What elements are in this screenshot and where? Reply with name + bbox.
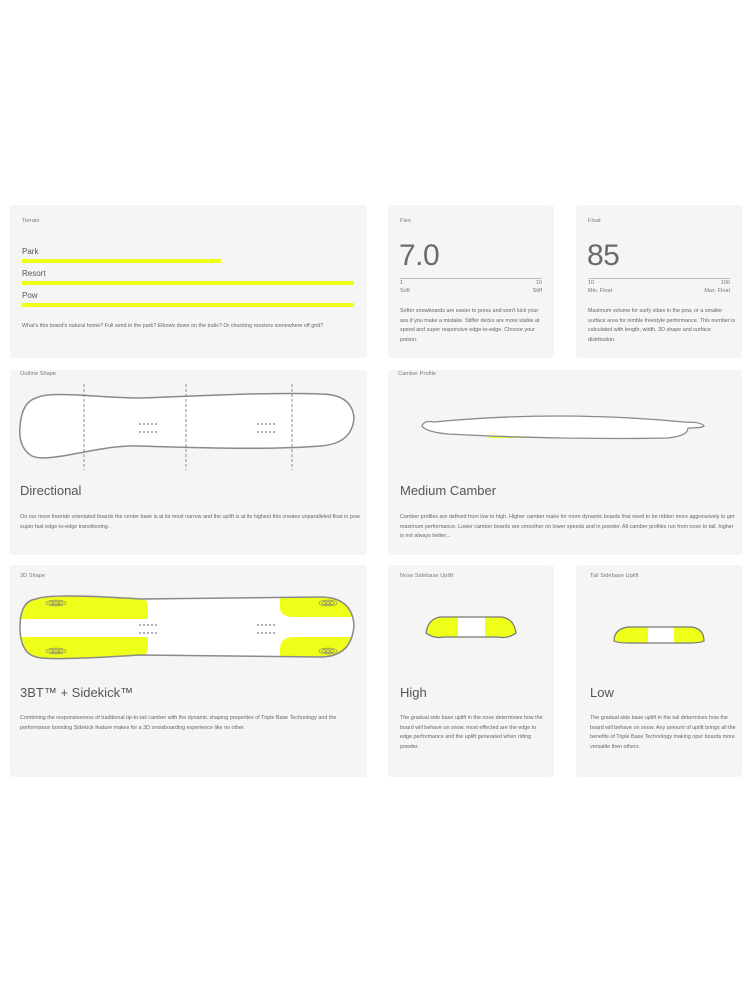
nose-uplift-illustration <box>388 565 554 675</box>
flex-value: 7.0 <box>399 239 440 272</box>
tail-uplift-illustration <box>576 565 742 675</box>
float-scale-line <box>588 278 730 279</box>
flex-min: 1 <box>400 280 404 286</box>
terrain-label: Terrain <box>22 218 40 224</box>
terrain-item-park-label: Park <box>22 247 39 256</box>
float-value: 85 <box>587 239 620 272</box>
flex-max-label: Stiff <box>532 288 542 294</box>
flex-scale-line <box>400 278 542 279</box>
float-label: Float <box>588 218 601 224</box>
nose-title: High <box>400 685 427 700</box>
terrain-description: What's this board's natural home? Full send in the park? Elbows down on the trails? Or chucking roosters somewhere off grid? <box>22 323 324 329</box>
tail-label: Tail Sidebase Uplift <box>590 573 639 579</box>
shape3d-title: 3BT™ + Sidekick™ <box>20 685 134 700</box>
nose-description: The gradual side base uplift in the nose determines how the board will behave on snow. most effected are the edge to edge performance and the uplift generated when riding powder. <box>400 715 543 750</box>
shape3d-board-illustration <box>10 565 367 675</box>
terrain-item-resort-bar <box>22 281 354 285</box>
camber-description: Camber profiles are defined from low to high. Higher camber make for more dynamic boards that need to be ridden more aggressively to get maximum performance. Lower camber boards are smoother on lower speeds and in powder. All camber profiles run from nose to tail. higher is not always better... <box>400 514 735 540</box>
flex-card <box>388 205 554 358</box>
terrain-item-park-bar <box>22 259 221 263</box>
flex-min-label: Soft <box>400 288 410 294</box>
outline-label: Outline Shape <box>20 371 57 377</box>
flex-description: Softer snowboards are easier to press and won't kick your ass if you make a mistake. Stiffer decks are more stable at speed and super responsive edge-to-edge. Choose your poison. <box>400 308 540 343</box>
terrain-item-pow-label: Pow <box>22 291 38 300</box>
outline-board-illustration <box>10 370 367 480</box>
float-min: 10 <box>588 280 595 286</box>
camber-label: Camber Profile <box>398 371 437 377</box>
float-description: Maximum volume for surfy vibes in the pow, or a smaller surface area for nimble freestyle performance. This number is calculated with length, width, 3D shape and surface distribution. <box>588 308 736 343</box>
flex-label: Flex <box>400 218 411 224</box>
float-max-label: Max. Float <box>704 288 730 294</box>
nose-card <box>388 565 554 777</box>
tail-title: Low <box>590 685 614 700</box>
terrain-item-pow-bar <box>22 303 354 307</box>
terrain-item-resort-label: Resort <box>22 269 46 278</box>
tail-card <box>576 565 742 777</box>
shape3d-label: 3D Shape <box>20 573 46 579</box>
camber-title: Medium Camber <box>400 483 497 498</box>
nose-label: Nose Sidebase Uplift <box>400 573 454 579</box>
float-max: 100 <box>720 280 730 286</box>
float-min-label: Min. Float <box>588 288 613 294</box>
camber-card <box>388 370 742 555</box>
outline-card <box>10 370 367 555</box>
terrain-card <box>10 205 367 358</box>
outline-description: On our more freeride orientated boards the center base is at its most narrow and the uplift is at its highest this creates unparalleled float in pow super fast edge-to-edge transitioning. <box>20 514 360 530</box>
float-card <box>576 205 742 358</box>
flex-max: 10 <box>535 280 542 286</box>
camber-profile-illustration <box>388 370 742 480</box>
outline-title: Directional <box>20 483 82 498</box>
shape3d-card <box>10 565 367 777</box>
shape3d-description: Combining the responsiveness of traditional tip-to-tail camber with the dynamic shaping properties of Triple Base Technology and the performance boosting Sidekick feature makes for a 3D snowboarding experience like no other. <box>20 715 337 731</box>
tail-description: The gradual side base uplift in the tail determines how the board will behave on snow. Any amount of uplift brings all the benefits of Triple Base Technology making opur boards more versatile then others. <box>590 715 736 750</box>
